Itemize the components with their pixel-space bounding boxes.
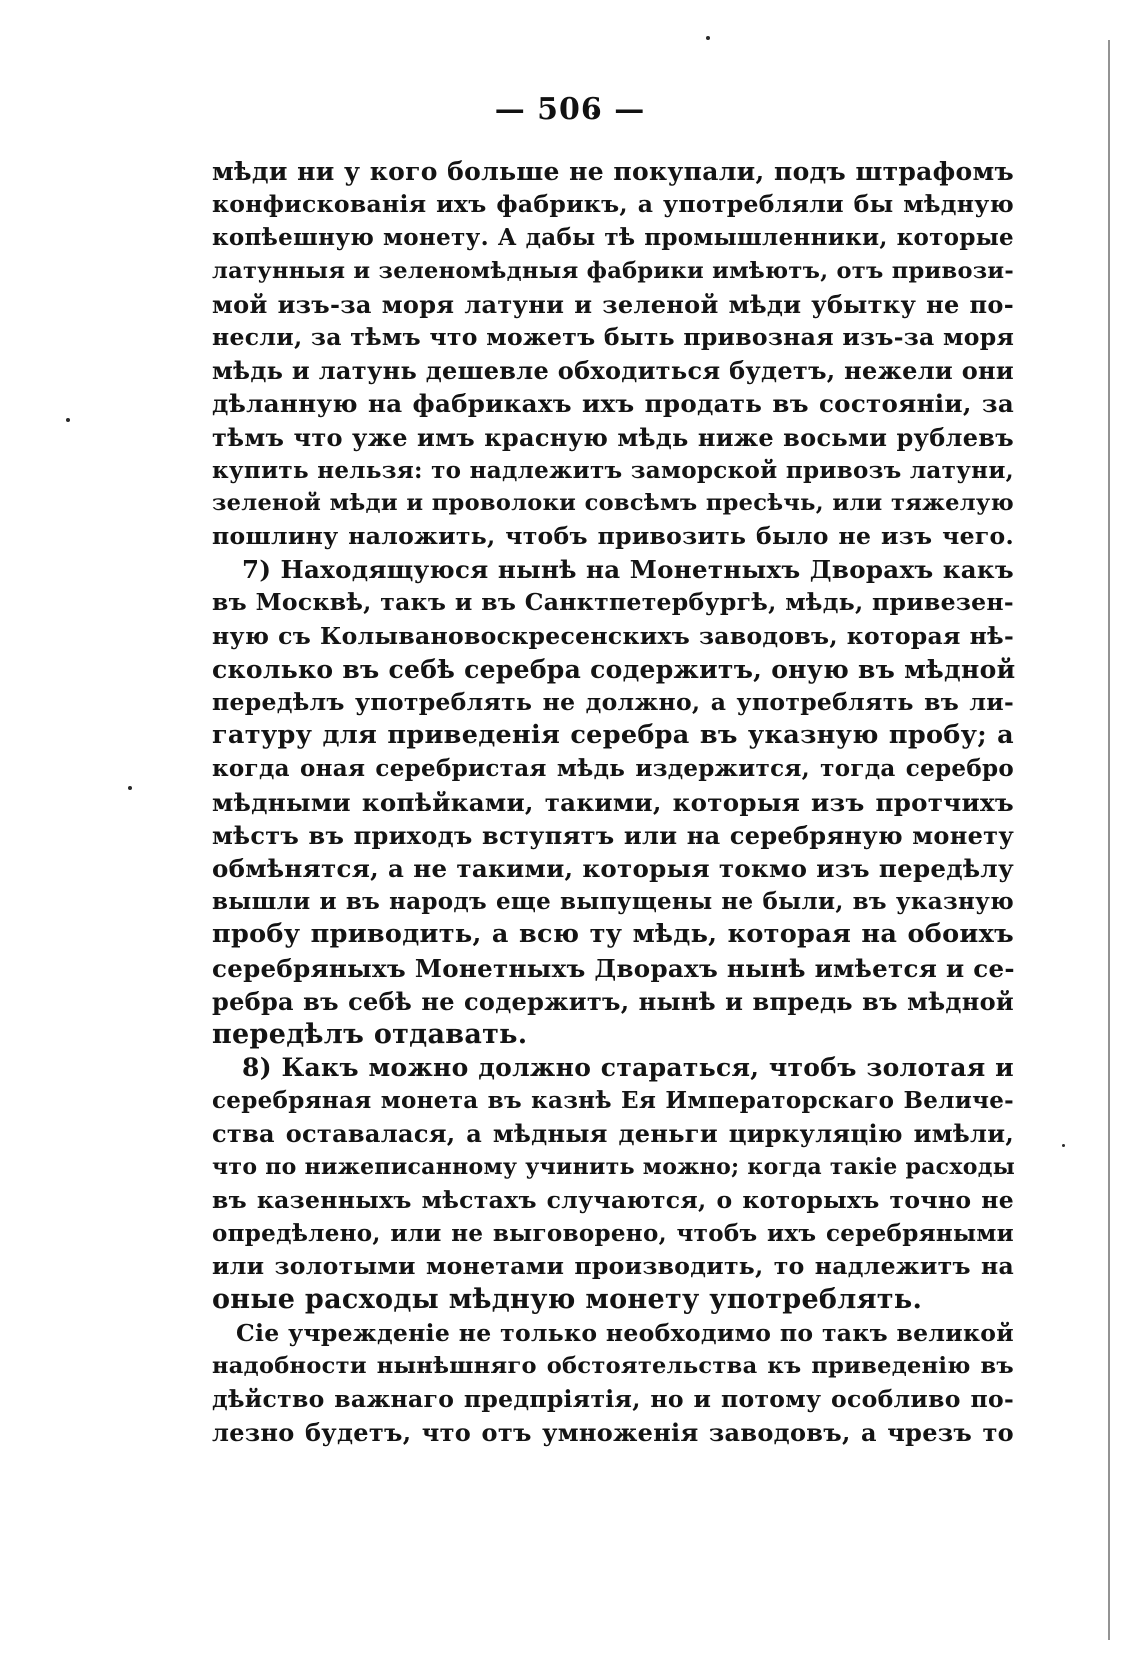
text-line: опредѣлено, или не выговорено, чтобъ ихъ серебряными [212, 1220, 1014, 1247]
text-line: обмѣнятся, а не такими, которыя токмо изъ передѣлу [212, 853, 1014, 883]
text-line: несли, за тѣмъ что можетъ быть привозная изъ-за моря [212, 322, 1015, 351]
text-line: тѣмъ что уже имъ красную мѣдь ниже восьми рублевъ [212, 422, 1014, 452]
text-line: надобности нынѣшняго обстоятельства къ приведенію въ [212, 1352, 1014, 1379]
text-line: 8) Какъ можно должно стараться, чтобъ золотая и [242, 1053, 1014, 1083]
text-line: ства оставалася, а мѣдныя деньги циркуляцію имѣли, [212, 1119, 1014, 1149]
scan-speck [128, 786, 132, 790]
text-line: передѣлъ употреблять не должно, а употреблять въ ли- [212, 688, 1014, 716]
text-line: конфискованія ихъ фабрикъ, а употребляли бы мѣдную [212, 190, 1014, 219]
text-line: мой изъ-за моря латуни и зеленой мѣди убытку не по- [212, 289, 1014, 319]
text-line: мѣстъ въ приходъ вступятъ или на серебряную монету [212, 820, 1014, 850]
text-line: или золотыми монетами производить, то надлежитъ на [212, 1252, 1014, 1281]
page-number: — 506 — [494, 92, 646, 127]
scan-speck [66, 418, 70, 422]
text-line: въ казенныхъ мѣстахъ случаются, о которыхъ точно не [212, 1185, 1014, 1214]
text-line: вышли и въ народъ еще выпущены не были, въ указную [212, 888, 1014, 916]
text-line: мѣдь и латунь дешевле обходиться будетъ, нежели они [212, 356, 1014, 386]
text-line: мѣди ни у кого больше не покупали, подъ штрафомъ [212, 157, 1014, 186]
text-line: лезно будетъ, что отъ умноженія заводовъ, а чрезъ то [212, 1418, 1014, 1448]
text-line: 7) Находящуюся нынѣ на Монетныхъ Дворахъ какъ [242, 555, 1014, 585]
scan-speck [706, 36, 710, 40]
text-line: серебряныхъ Монетныхъ Дворахъ нынѣ имѣется и се- [212, 953, 1015, 983]
text-line: гатуру для приведенія серебра въ указную пробу; а [212, 720, 1014, 751]
text-line: зеленой мѣди и проволоки совсѣмъ пресѣчь, или тяжелую [212, 489, 1014, 516]
text-line: ребра въ себѣ не содержитъ, нынѣ и впредь въ мѣдной [212, 986, 1014, 1016]
text-line: сколько въ себѣ серебра содержитъ, оную въ мѣдной [212, 654, 1016, 684]
text-line: ную съ Колывановоскресенскихъ заводовъ, которая нѣ- [212, 621, 1014, 650]
text-line: что по нижеписанному учинить можно; когда такіе расходы [212, 1153, 1016, 1180]
text-line: дѣйство важнаго предпріятія, но и потому особливо по- [212, 1384, 1014, 1413]
page-edge-line [1108, 40, 1110, 1640]
body-text [212, 155, 1014, 1449]
text-line: серебряная монета въ казнѣ Ея Императорскаго Величе- [212, 1087, 1014, 1115]
text-line: копѣешную монету. А дабы тѣ промышленники, которые [212, 224, 1014, 252]
text-line: оные расходы мѣдную монету употреблять. [212, 1284, 923, 1316]
text-line: мѣдными копѣйками, такими, которыя изъ протчихъ [212, 787, 1014, 817]
text-line: пошлину наложить, чтобъ привозить было не изъ чего. [212, 522, 1014, 551]
scan-speck [1062, 1144, 1065, 1147]
text-line: Сіе учрежденіе не только необходимо по такъ великой [236, 1318, 1014, 1347]
text-line: въ Москвѣ, такъ и въ Санктпетербургѣ, мѣдь, привезен- [212, 588, 1014, 617]
text-line: пробу приводить, а всю ту мѣдь, которая на обоихъ [212, 919, 1014, 950]
text-line: латунныя и зеленомѣдныя фабрики имѣютъ, отъ привози- [212, 257, 1015, 284]
text-line: дѣланную на фабрикахъ ихъ продать въ состояніи, за [212, 389, 1014, 419]
text-line: когда оная серебристая мѣдь издержится, тогда серебро [212, 755, 1014, 783]
text-line: передѣлъ отдавать. [212, 1018, 528, 1050]
text-line: купить нельзя: то надлежитъ заморской привозъ латуни, [212, 456, 1014, 484]
